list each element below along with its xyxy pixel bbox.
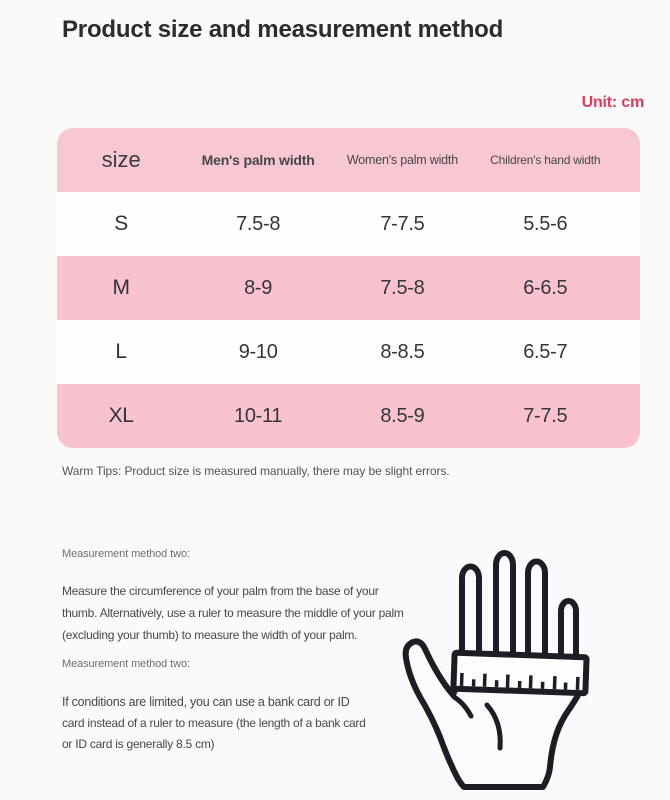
- table-row: [57, 256, 640, 320]
- table-header-row: [57, 128, 640, 192]
- method-label: Measurement method two:: [62, 548, 190, 560]
- cell-men: 10-11: [234, 404, 283, 427]
- header-cell-men: Men's palm width: [201, 152, 315, 168]
- method-text: [62, 580, 404, 646]
- table-body: [57, 192, 640, 448]
- method-line: If conditions are limited, you can use a bank card or ID: [62, 695, 350, 709]
- method-line: (excluding your thumb) to measure the width of your palm.: [62, 628, 358, 642]
- cell-children: 6-6.5: [523, 276, 568, 299]
- cell-women: 7-7.5: [380, 212, 425, 235]
- row-size-label: L: [115, 340, 127, 363]
- method-text: [62, 692, 366, 755]
- ruler: [453, 653, 586, 694]
- header-cell-women: Women's palm width: [346, 153, 458, 167]
- method-label: Measurement method two:: [62, 658, 190, 670]
- method-line: thumb. Alternatively, use a ruler to measure the middle of your palm: [62, 606, 404, 620]
- hand-with-ruler-illustration: [400, 525, 665, 800]
- cell-women: 7.5-8: [380, 276, 425, 299]
- header-cell-children: Children's hand width: [490, 153, 601, 167]
- cell-children: 7-7.5: [523, 404, 568, 427]
- method-line: or ID card is generally 8.5 cm): [62, 737, 215, 751]
- row-size-label: S: [114, 212, 128, 235]
- cell-men: 9-10: [238, 340, 278, 363]
- cell-men: 8-9: [244, 276, 273, 299]
- table-row: [57, 384, 640, 448]
- row-size-label: XL: [108, 404, 134, 427]
- method-line: card instead of a ruler to measure (the length of a bank card: [62, 716, 366, 730]
- cell-men: 7.5-8: [236, 212, 281, 235]
- page-title: Product size and measurement method: [62, 16, 504, 43]
- cell-women: 8-8.5: [380, 340, 425, 363]
- table-row: [57, 320, 640, 384]
- measurement-method-2: [62, 658, 366, 755]
- table-row: [57, 192, 640, 256]
- measurement-method-1: [62, 548, 404, 646]
- cell-children: 6.5-7: [523, 340, 568, 363]
- method-line: Measure the circumference of your palm from the base of your: [62, 584, 379, 598]
- cell-children: 5.5-6: [523, 212, 568, 235]
- cell-women: 8.5-9: [380, 404, 425, 427]
- warm-tips-note: Warm Tips: Product size is measured manually, there may be slight errors.: [62, 464, 450, 478]
- row-size-label: M: [112, 276, 130, 299]
- size-table: [57, 128, 640, 448]
- unit-label: Unit: cm: [581, 94, 644, 111]
- header-cell-size: size: [101, 147, 141, 172]
